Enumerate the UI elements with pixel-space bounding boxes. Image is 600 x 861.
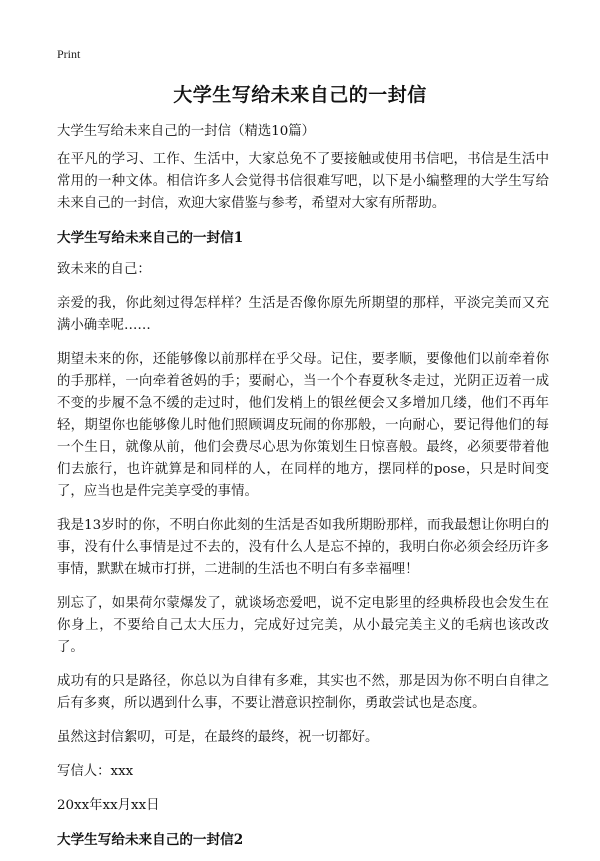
letter-paragraph: 亲爱的我，你此刻过得怎样样？生活是否像你原先所期望的那样，平淡完美而又充满小确幸呢……: [57, 296, 549, 333]
letter-paragraph: 别忘了，如果荷尔蒙爆发了，就谈场恋爱吧，说不定电影里的经典桥段也会发生在你身上，不要给自己太大压力，完成好过完美，从小最完美主义的毛病也该改改了。: [57, 596, 549, 655]
document-title: 大学生写给未来自己的一封信: [173, 84, 427, 106]
letter-paragraph: 虽然这封信絮叨，可是，在最终的最终，祝一切都好。: [57, 730, 379, 745]
document-body: [57, 121, 549, 861]
print-label: Print: [57, 47, 81, 61]
section-heading-1: 大学生写给未来自己的一封信1: [57, 230, 244, 246]
letter-paragraph: 我是13岁时的你，不明白你此刻的生活是否如我所期盼那样，而我最想让你明白的事，没有什么事情是过不去的，没有什么人是忘不掉的，我明白你必须会经历许多事情，默默在城市打拼，二进制的生活也不明白有多幸福哩！: [57, 518, 549, 577]
letter-paragraph: 期望未来的你，还能够像以前那样在乎父母。记住，要孝顺，要像他们以前牵着你的手那样，一向牵着爸妈的手；要耐心，当一个个春夏秋冬走过，光阴正迈着一成不变的步履不急不缓的走过时，他们发梢上的银丝便会又多增加几缕，他们不再年轻，期望你也能够像儿时他们照顾调皮玩闹的你那般，一向耐心，要记得他们的每一个生日，就像从前，他们会费尽心思为你策划生日惊喜般。最终，必须要带着他们去旅行，也许就算是和同样的人，在同样的地方，摆同样的pose，只是时间变了，应当也是件完美享受的事情。: [57, 352, 549, 499]
letter-signature: 写信人：xxx: [57, 764, 134, 779]
document-subtitle: 大学生写给未来自己的一封信（精选10篇）: [57, 124, 316, 139]
section-heading-2: 大学生写给未来自己的一封信2: [57, 832, 244, 848]
letter-date: 20xx年xx月xx日: [57, 798, 160, 813]
letter-paragraph: 成功有的只是路径，你总以为自律有多难，其实也不然，那是因为你不明白自律之后有多爽，所以遇到什么事，不要让潜意识控制你，勇敢尝试也是态度。: [57, 674, 549, 711]
letter-greeting: 致未来的自己：: [57, 262, 151, 277]
intro-paragraph: 在平凡的学习、工作、生活中，大家总免不了要接触或使用书信吧，书信是生活中常用的一种文体。相信许多人会觉得书信很难写吧，以下是小编整理的大学生写给未来自己的一封信，欢迎大家借鉴与参考，希望对大家有所帮助。: [57, 152, 549, 211]
